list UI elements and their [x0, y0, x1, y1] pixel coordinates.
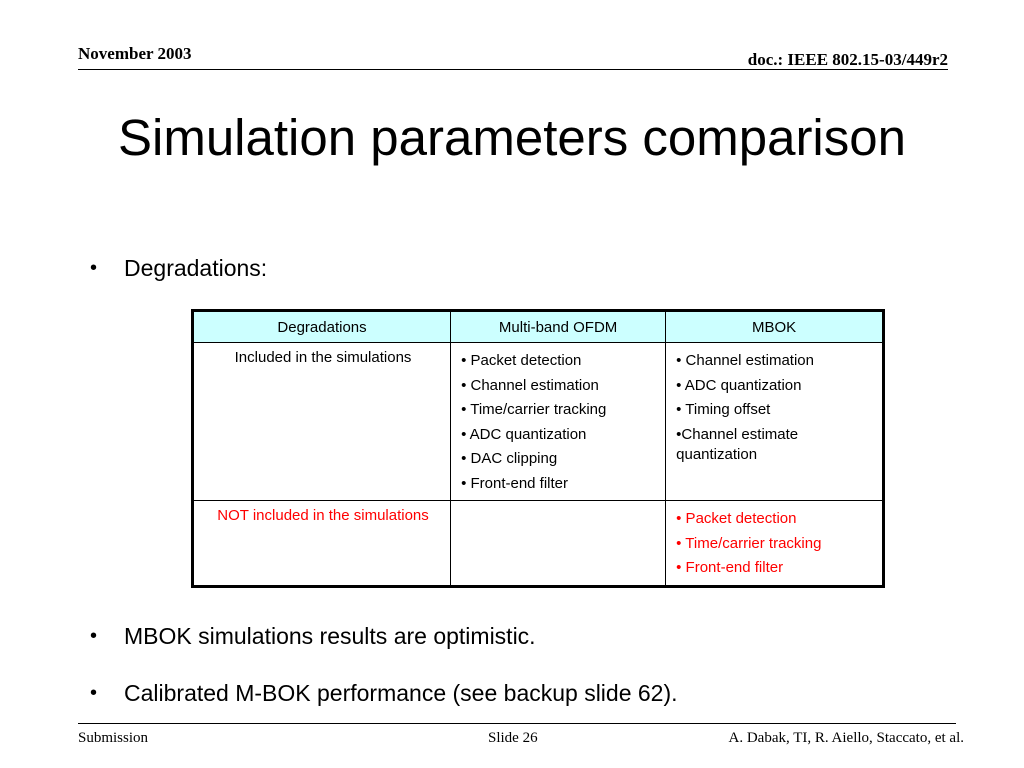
mbok-not-included-cell	[666, 501, 883, 586]
bullet-icon: •	[90, 257, 98, 279]
bullet-icon: •	[90, 625, 98, 647]
mbok-included-cell	[666, 343, 883, 501]
header-cell-degradations: Degradations	[194, 312, 451, 343]
header-divider	[78, 69, 948, 70]
comparison-table	[193, 311, 883, 586]
footer-submission: Submission	[78, 730, 149, 746]
header-date: November 2003	[78, 44, 192, 63]
list-item: • Channel estimation	[676, 352, 814, 369]
bullet-text: Calibrated M-BOK performance (see backup slide 62).	[124, 680, 678, 706]
list-item: • Timing offset	[676, 401, 771, 418]
list-item: • Time/carrier tracking	[676, 534, 822, 552]
list-item: • Time/carrier tracking	[461, 401, 607, 418]
list-item: • ADC quantization	[676, 376, 802, 394]
table-header-row	[194, 312, 883, 343]
row-label-included: Included in the simulations	[194, 343, 451, 501]
list-item: • DAC clipping	[461, 450, 558, 467]
bullet-text: MBOK simulations results are optimistic.	[124, 623, 536, 649]
bullet-mbok-optimistic	[90, 623, 536, 649]
list-item: • Packet detection	[676, 510, 797, 527]
ofdm-not-included-cell	[451, 501, 666, 586]
table-row-not-included	[194, 501, 883, 586]
bullet-text: Degradations:	[124, 255, 268, 281]
header-cell-ofdm: Multi-band OFDM	[451, 312, 666, 343]
bullet-calibrated-mbok	[90, 680, 678, 706]
footer-slide-number: Slide 26	[488, 730, 538, 746]
table-row-included	[194, 343, 883, 501]
row-label-not-included: NOT included in the simulations	[194, 501, 451, 586]
ofdm-included-cell	[451, 343, 666, 501]
footer-authors: A. Dabak, TI, R. Aiello, Staccato, et al.	[728, 730, 964, 746]
list-item: • Front-end filter	[461, 474, 569, 492]
footer-divider	[78, 723, 956, 724]
list-item: • ADC quantization	[461, 425, 587, 443]
list-item: • Front-end filter	[676, 559, 784, 576]
list-item: • Packet detection	[461, 352, 582, 369]
bullet-degradations	[90, 255, 267, 281]
header-cell-mbok: MBOK	[666, 312, 883, 343]
bullet-icon: •	[90, 682, 98, 704]
list-item: • Channel estimation	[461, 376, 599, 394]
slide-title: Simulation parameters comparison	[117, 109, 906, 166]
list-item: •Channel estimate quantization	[676, 425, 799, 463]
header-doc-id: doc.: IEEE 802.15-03/449r2	[747, 50, 948, 69]
